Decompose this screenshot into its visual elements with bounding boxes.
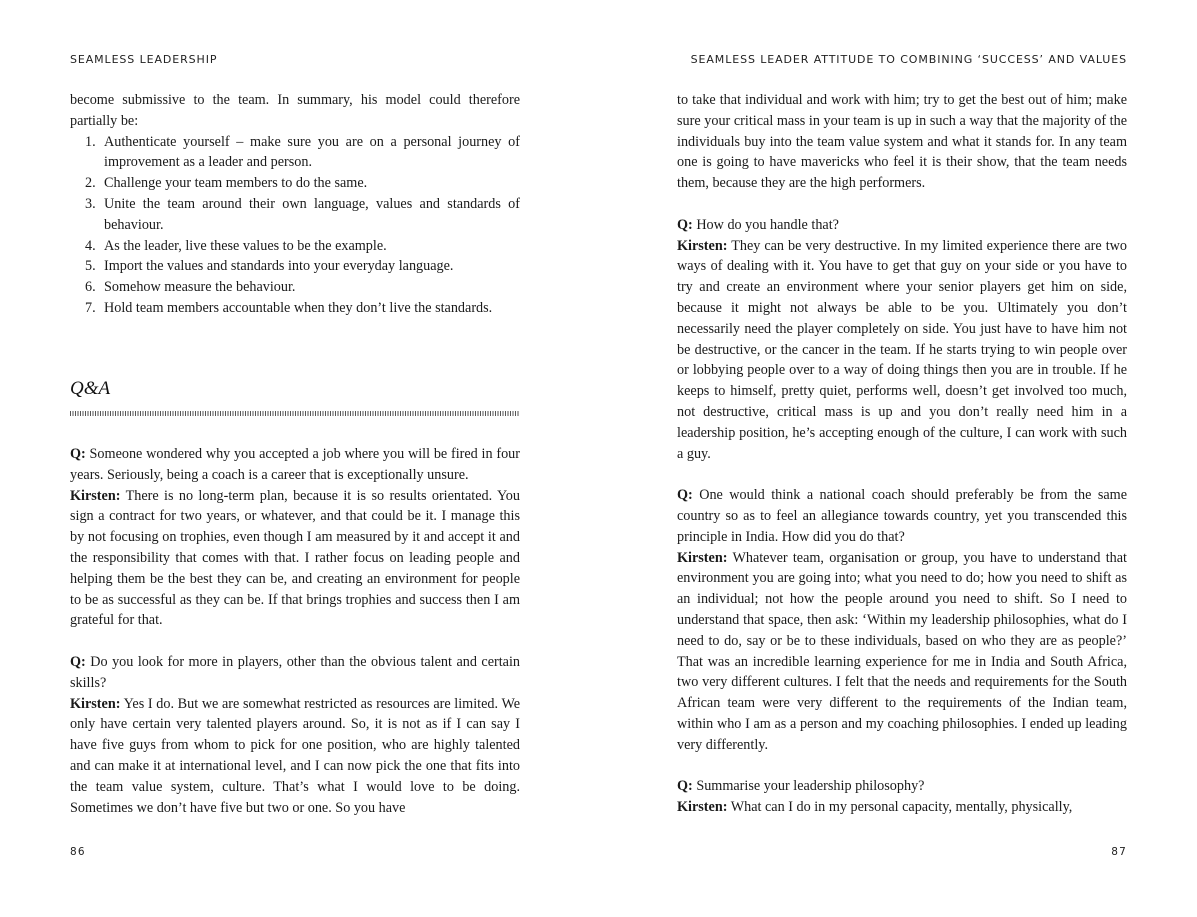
qa-answer	[677, 548, 1127, 756]
answer-text: Yes I do. But we are somewhat restricted as resources are limited. We only have certain very talented players around. So, it is not as if I can say I have five guys from whom to pick for one position, who are highly talented and can make it at international level, and I can now pick the one that fits into the team value system, culture. That’s what I would love to be doing. Sometimes we don’t have five but two or one. So you have	[70, 695, 520, 816]
q-label: Q:	[677, 216, 693, 233]
paragraph-gap	[677, 194, 1127, 215]
paragraph-gap	[677, 464, 1127, 485]
list-number: 6.	[85, 279, 96, 296]
answer-text: What can I do in my personal capacity, mentally, physically,	[730, 799, 1073, 816]
continuation-paragraph: to take that individual and work with him; try to get the best out of him; make sure your critical mass in your team is up in such a way that the majority of the individuals buy into the team value system and what it stands for. In any team one is going to have mavericks who feel it is their show, that the team needs them, because they are the high performers.	[677, 92, 1127, 192]
paragraph-gap	[70, 631, 520, 652]
qa-answer	[677, 236, 1127, 465]
question-text: How do you handle that?	[696, 216, 839, 233]
q-label: Q:	[677, 778, 693, 795]
list-number: 1.	[85, 133, 96, 150]
right-text-block	[677, 90, 1127, 818]
qa-question	[70, 652, 520, 694]
running-head: SEAMLESS LEADER ATTITUDE TO COMBINING ‘SUCCESS’ AND VALUES	[690, 53, 1127, 66]
right-page	[677, 0, 1127, 917]
list-item	[70, 236, 520, 257]
list-number: 4.	[85, 237, 96, 254]
answer-text: They can be very destructive. In my limited experience there are two ways of dealing with it. You have to get that guy on your side or you have to try and create an environment where your senior players get him on side, because it might not always be able to be you. Ultimately you don’t necessarily need the player completely on side. You just have to have him not be destructive, or the cancer in the team. If he starts trying to win people over or lobbying people over to a way of doing things then you are in trouble. If he keeps to himself, pretty quiet, performs well, doesn’t get involved too much, not destructive, critical mass is up and you don’t really need him in a leadership position, he’s accepting enough of the culture, I can work with such a guy.	[677, 237, 1127, 462]
answer-label: Kirsten:	[677, 549, 728, 566]
hatched-divider	[70, 411, 520, 416]
list-item-text: Challenge your team members to do the same.	[104, 175, 368, 192]
qa-question	[70, 444, 520, 486]
qa-answer	[677, 797, 1127, 818]
qa-answer	[70, 486, 520, 632]
question-text: Someone wondered why you accepted a job where you will be fired in four years. Seriously, being a coach is a career that is exceptionally unsure.	[70, 446, 520, 483]
qa-question	[677, 485, 1127, 547]
answer-label: Kirsten:	[677, 799, 728, 816]
q-label: Q:	[70, 653, 86, 670]
answer-label: Kirsten:	[70, 695, 121, 712]
list-item	[70, 132, 520, 174]
q-label: Q:	[70, 446, 86, 462]
list-number: 5.	[85, 258, 96, 275]
list-item-text: As the leader, live these values to be the example.	[104, 237, 387, 254]
left-page	[70, 0, 520, 917]
page-number: 86	[70, 846, 86, 858]
paragraph-gap	[677, 756, 1127, 777]
list-item	[70, 194, 520, 236]
list-number: 3.	[85, 195, 96, 212]
answer-text: There is no long-term plan, because it is so results orientated. You sign a contract for two years, or whatever, and that could be it. I manage this by not focusing on trophies, even though I am measured by it and accept it and the responsibility that comes with that. I rather focus on leading people and helping them be the best they can be, and creating an environment for people to be as successful as they can be. If that brings trophies and success then I am grateful for that.	[70, 487, 520, 629]
numbered-list	[70, 132, 520, 319]
section-heading: Q&A	[70, 378, 111, 399]
answer-label: Kirsten:	[677, 237, 728, 254]
list-item	[70, 277, 520, 298]
list-item	[70, 173, 520, 194]
answer-text: Whatever team, organisation or group, you have to understand that environment you are going into; what you need to do; how you need to shift as an individual; not how the people around you need to shift. So I need to understand that space, then ask: ‘Within my leadership philosophies, what do I need to do, say or be to these individuals, based on who they are as people?’ That was an incredible learning experience for me in India and South Africa, two very different cultures. I felt that the needs and requirements for the South African team were very different to the requirements of the Indian team, within who I am as a person and my coaching philosophies. I ended up leading very differently.	[677, 549, 1127, 753]
qa-question	[677, 215, 1127, 236]
list-item-text: Unite the team around their own language, values and standards of behaviour.	[104, 195, 520, 233]
question-text: One would think a national coach should preferably be from the same country so as to feel an allegiance towards country, yet you transcended this principle in India. How did you do that?	[677, 487, 1127, 545]
question-text: Summarise your leadership philosophy?	[696, 778, 925, 795]
list-item-text: Hold team members accountable when they don’t live the standards.	[104, 299, 493, 316]
qa-answer	[70, 694, 520, 819]
page-number: 87	[1111, 846, 1127, 858]
qa-question	[677, 776, 1127, 797]
list-item	[70, 298, 520, 319]
list-item-text: Import the values and standards into your everyday language.	[104, 258, 454, 275]
list-number: 7.	[85, 299, 96, 316]
list-item	[70, 256, 520, 277]
answer-label: Kirsten:	[70, 487, 121, 504]
intro-paragraph: become submissive to the team. In summary, his model could therefore partially be:	[70, 92, 520, 129]
question-text: Do you look for more in players, other than the obvious talent and certain skills?	[70, 653, 520, 691]
list-item-text: Authenticate yourself – make sure you are on a personal journey of improvement as a leader and person.	[104, 133, 520, 171]
q-label: Q:	[677, 487, 693, 504]
left-intro-block	[70, 90, 520, 319]
running-head: SEAMLESS LEADERSHIP	[70, 53, 218, 66]
list-number: 2.	[85, 175, 96, 192]
left-qa-block	[70, 444, 520, 818]
list-item-text: Somehow measure the behaviour.	[104, 279, 296, 296]
